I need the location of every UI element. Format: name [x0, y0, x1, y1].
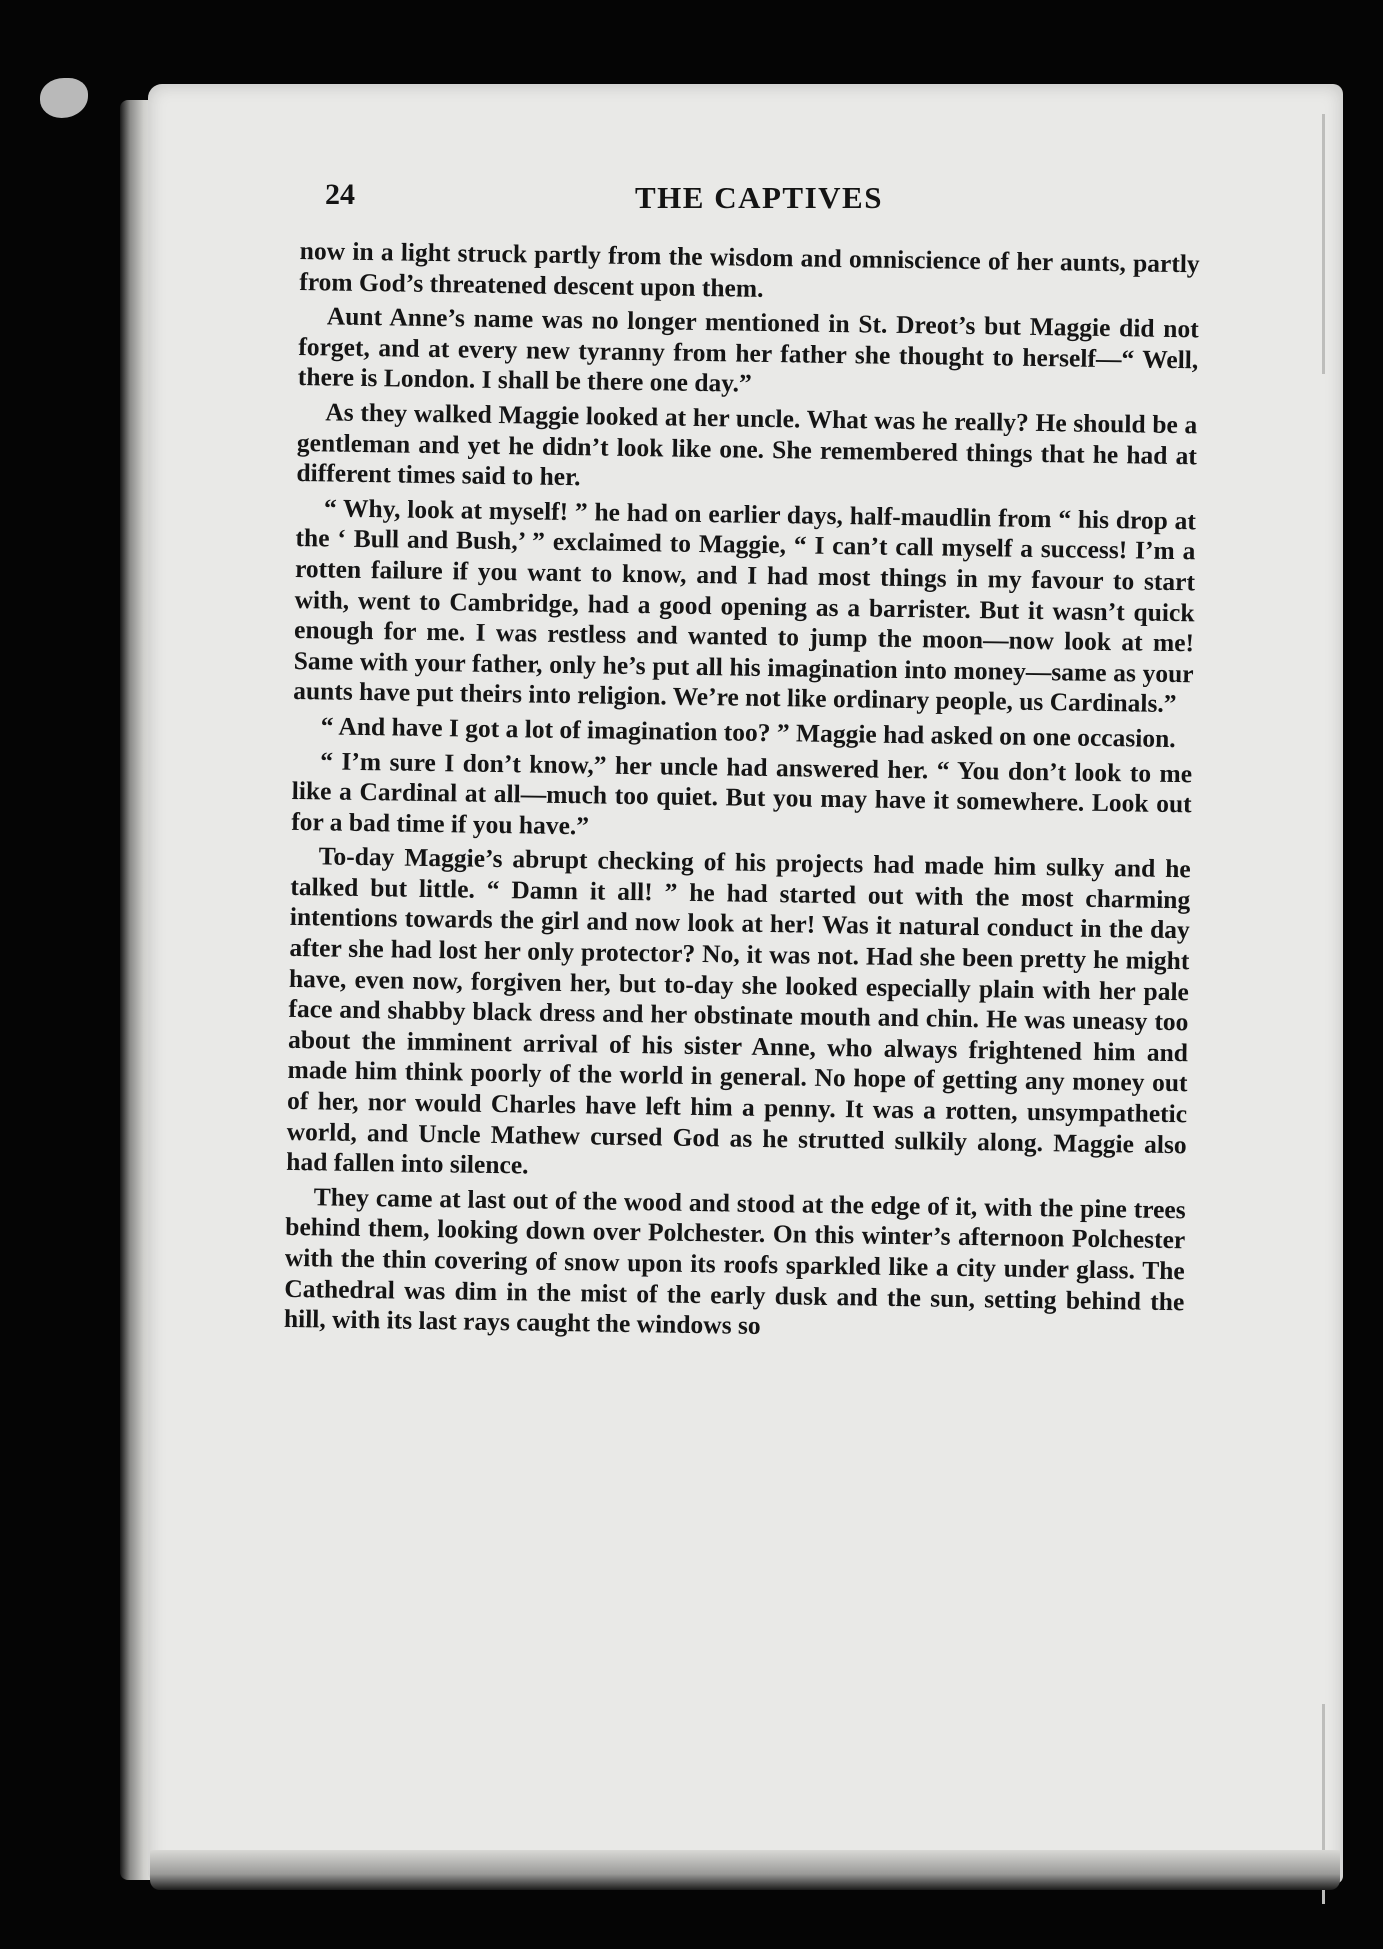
paragraph: As they walked Maggie looked at her uncle. What was he really? He should be a gentleman and yet he didn’t look like one. She remembered things that he had at different times said to her. — [296, 397, 1198, 492]
paragraph: “ And have I got a lot of imagination too? ” Maggie had asked on one occasion. — [320, 711, 1176, 753]
paragraph: They came at last out of the wood and stood at the edge of it, with the pine trees behind them, looking down over Polchester. On this winter’s afternoon Polchester with the thin covering of snow upon its roofs sparkled like a city under glass. The Cathedral was dim in the mist of the early dusk and the sun, setting behind the hill, with its last rays caught the windows so — [283, 1182, 1186, 1341]
running-title: THE CAPTIVES — [635, 180, 883, 215]
page-crease-mark — [1322, 114, 1325, 374]
paragraph: “ I’m sure I don’t know,” her uncle had answered her. “ You don’t look to me like a Cardinal at all—much too quiet. But you may have it somewhere. Look out for a bad time if you have.” — [291, 745, 1193, 841]
running-header — [325, 178, 1185, 218]
paragraph: now in a light struck partly from the wisdom and omniscience of her aunts, partly from God’s threatened descent upon them. — [299, 236, 1200, 303]
body-text — [284, 236, 1200, 1348]
paragraph: To-day Maggie’s abrupt checking of his projects had made him sulky and he talked but little. “ Damn it all! ” he had started out with the most charming intentions towards the girl and now look at her! Was it natural conduct in the day after she had lost her only protector? No, it was not. Had she been pretty he might have, even now, forgiven her, but to-day she looked especially plain with her pale face and shabby black dress and her obstinate mouth and chin. He was uneasy too about the imminent arrival of his sister Anne, who always frightened him and made him think poorly of the world in general. No hope of getting any money out of her, nor would Charles have left him a penny. It was a rotten, unsympathetic world, and Uncle Mathew cursed God as he strutted sulkily along. Maggie also had fallen into silence. — [286, 841, 1191, 1180]
page-number: 24 — [325, 178, 355, 211]
book-page-edge-bottom — [150, 1850, 1340, 1890]
scan-dust-fleck — [40, 78, 88, 118]
paragraph: Aunt Anne’s name was no longer mentioned in St. Dreot’s but Maggie did not forget, and at every new tyranny from her father she thought to herself—“ Well, there is London. I shall be there one day.” — [297, 301, 1199, 399]
paragraph: “ Why, look at myself! ” he had on earlier days, half-maudlin from “ his drop at the ‘ Bull and Bush,’ ” exclaimed to Maggie, “ I can’t call myself a success! I’m a rotten failure if you want to know, and I had most things in my favour to start with, went to Cambridge, had a good opening as a barrister. But it wasn’t quick enough for me. I was restless and wanted to jump the moon—now look at me! Same with your father, only he’s put all his imagination into money—same as your aunts have put theirs into religion. We’re not like ordinary people, us Cardinals.” — [293, 493, 1197, 719]
